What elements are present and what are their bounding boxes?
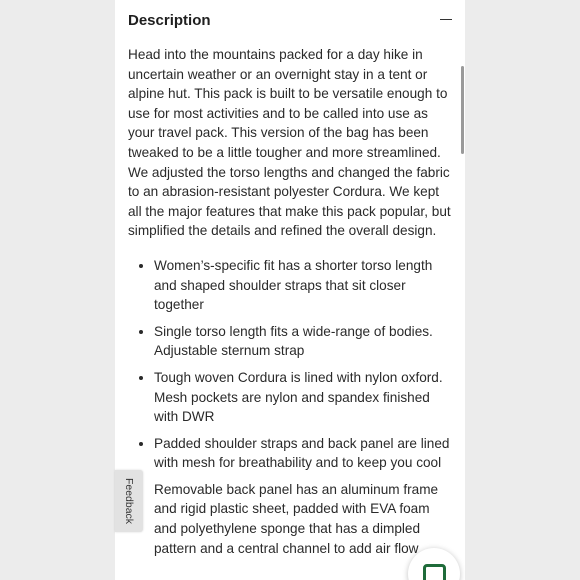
list-item: • Tough woven Cordura is lined with nylon oxford. Mesh pockets are nylon and spandex finished with DWR [154,368,454,427]
description-panel [115,0,465,580]
feedback-button[interactable] [115,470,143,532]
feedback-label: Feedback [123,477,135,525]
section-title: Description [128,12,211,29]
scrollbar-thumb[interactable] [461,66,464,154]
list-item: • Women’s-specific fit has a shorter torso length and shaped shoulder straps that sit closer together [154,256,454,315]
list-item: • Single torso length fits a wide-range of bodies. Adjustable sternum strap [154,322,454,361]
feature-list [128,256,454,558]
list-item: • Padded shoulder straps and back panel are lined with mesh for breathability and to keep you cool [154,434,454,473]
description-header[interactable] [128,11,454,31]
minus-icon [440,19,452,20]
description-paragraph: Head into the mountains packed for a day hike in uncertain weather or an overnight stay in a tent or alpine hut. This pack is built to be versatile enough to use for most activities and to be called into use as your travel pack. This version of the bag has been tweaked to be a little tougher and more streamlined. We adjusted the torso lengths and changed the fabric to an abrasion-resistant polyester Cordura. We kept all the major features that make this pack popular, but simplified the details and refined the overall design. [128,47,451,239]
collapse-button[interactable] [438,13,454,27]
description-content [128,45,454,565]
list-item: • Removable back panel has an aluminum frame and rigid plastic sheet, padded with EVA foam and polyethylene sponge that has a dimpled pattern and a central channel to add air flow [154,480,454,558]
chat-icon [423,564,446,580]
